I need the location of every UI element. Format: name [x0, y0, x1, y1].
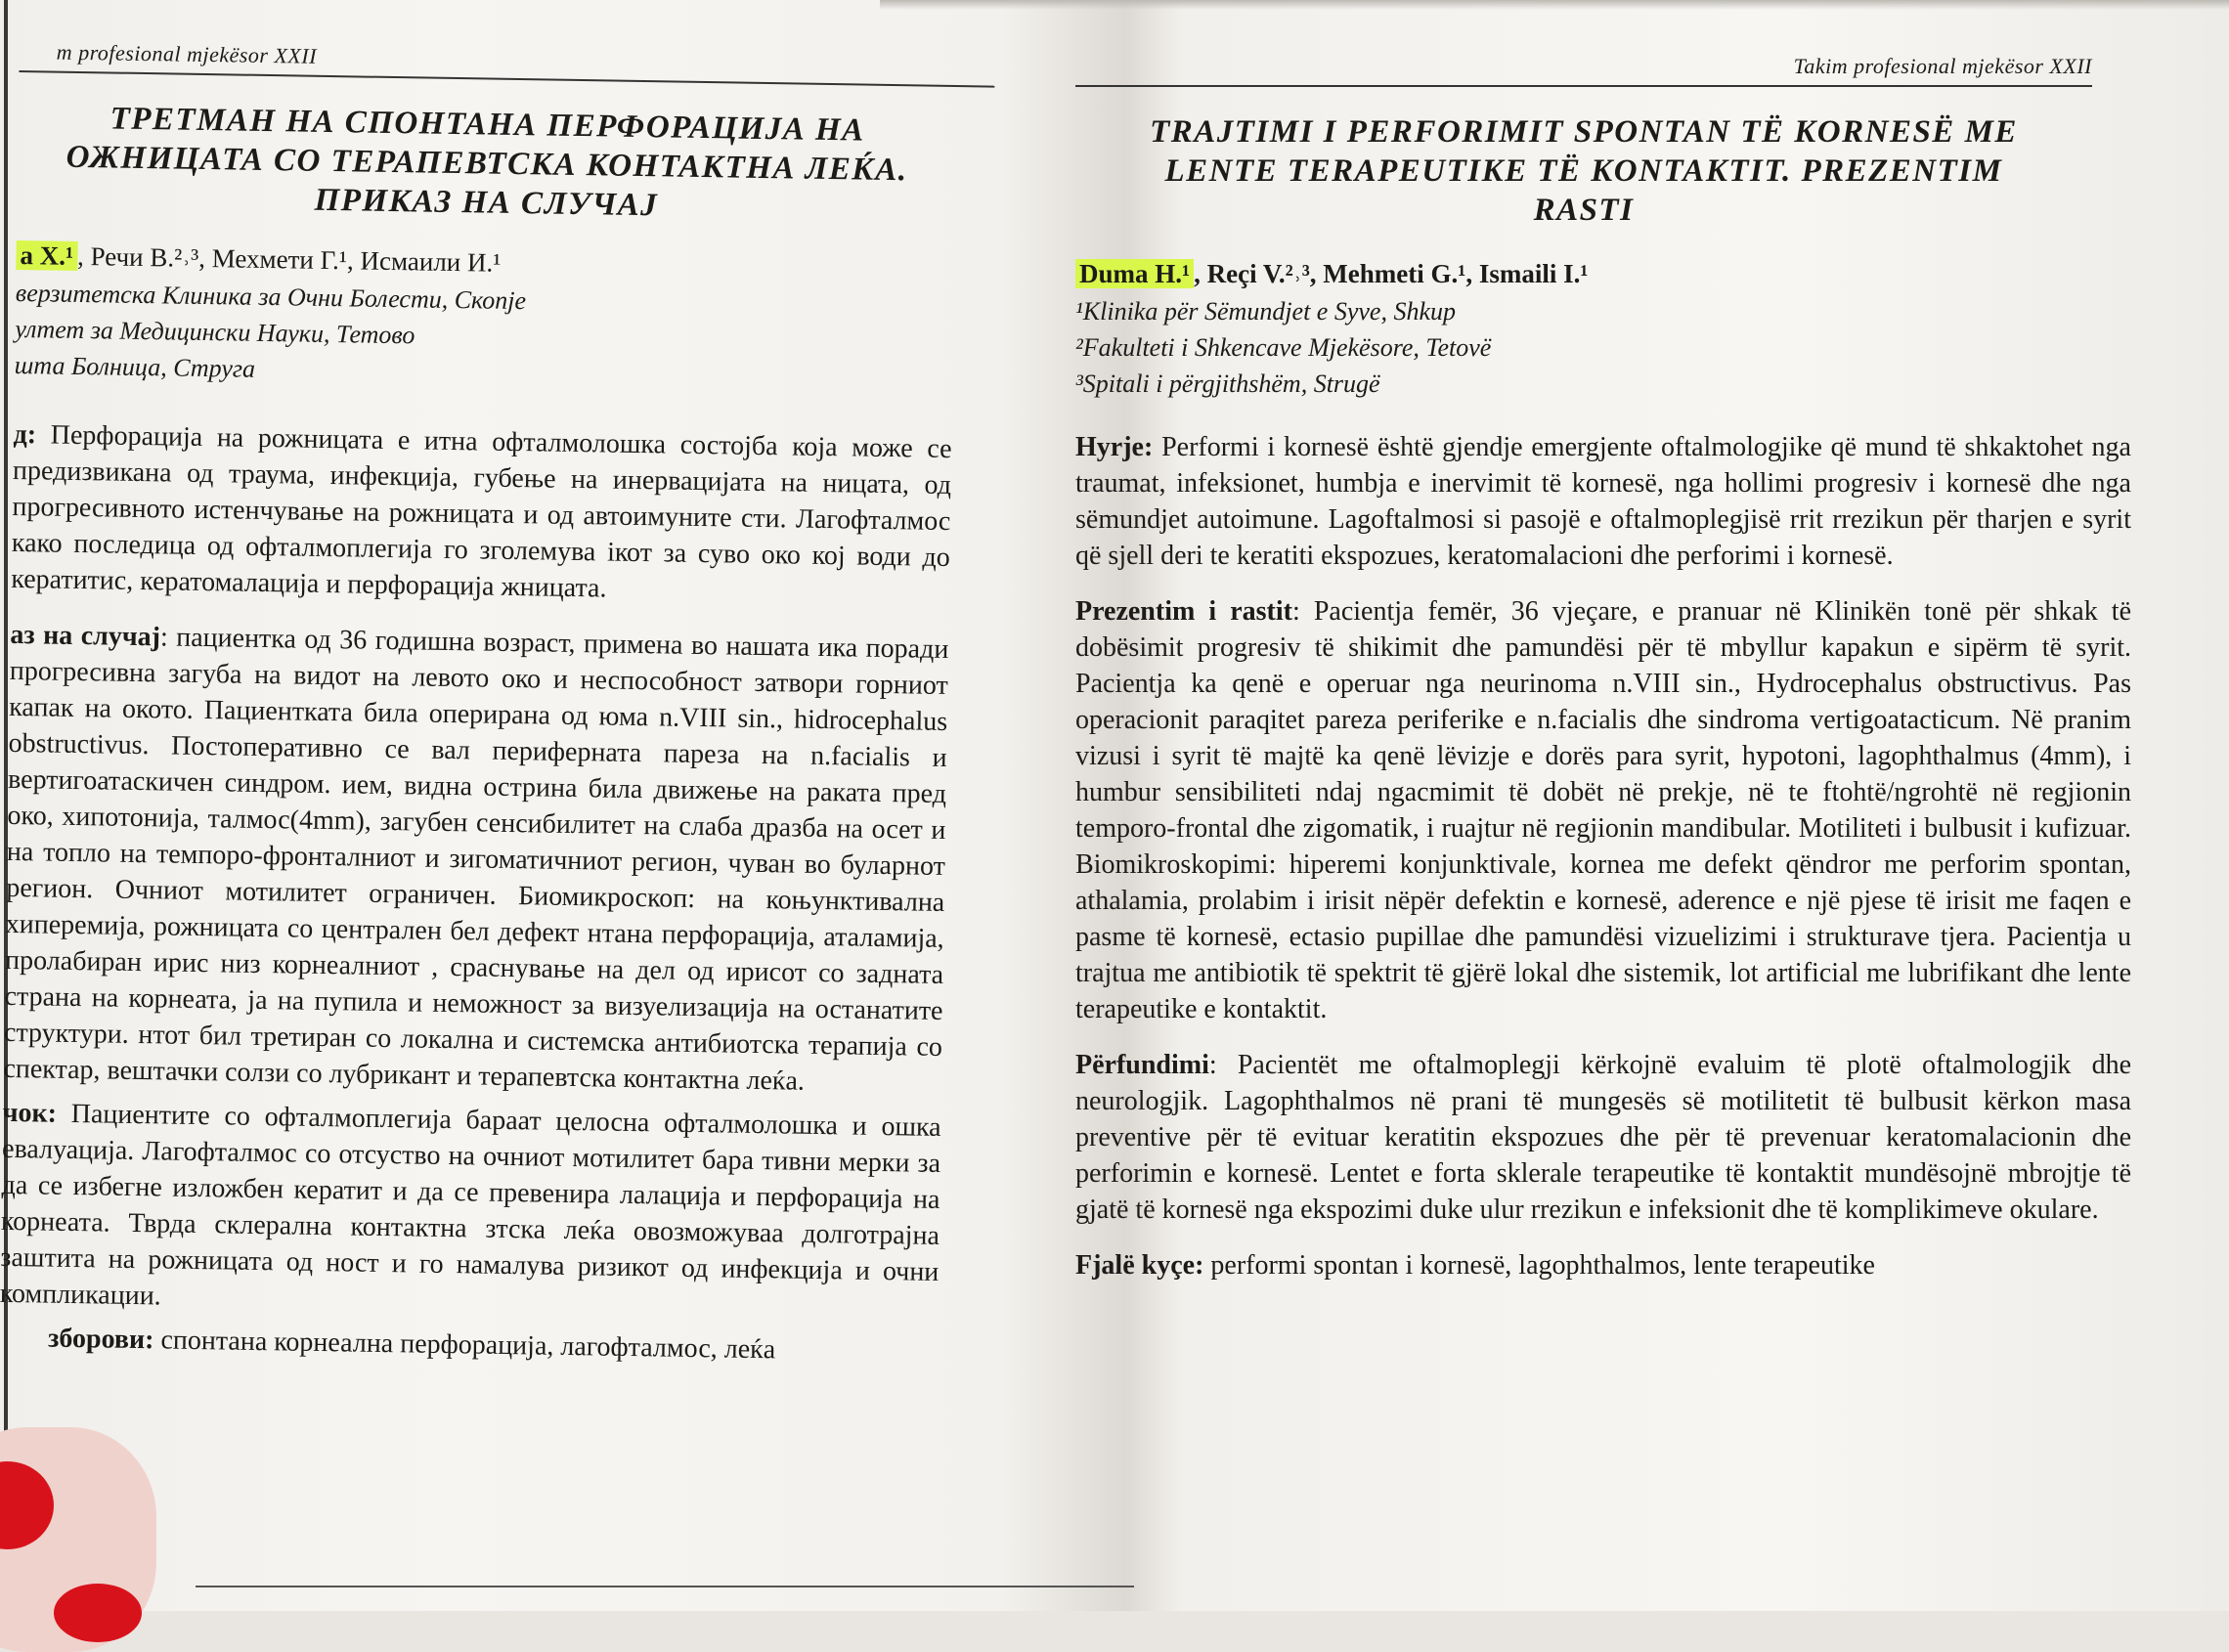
- introduction-paragraph: [11, 416, 952, 612]
- running-head: m profesional mjekësor XXII: [19, 39, 994, 88]
- keywords-text: спонтана корнеална перфорација, лагофталмос, леќа: [153, 1325, 776, 1366]
- first-author-highlighted: а Х.¹: [16, 240, 77, 271]
- conclusion-text: Пациентите со офталмоплегија бараат целосна офталмолошка и ошка евалуација. Лагофталмос со отсуство на очниот мотилитет бара тивни мерки за да се избегне изложбен кератит и да се превенира лалација и перфорација на корнеата. Тврда склерална контактна зтска леќа овозможуваа долготрајна заштита на рожницата од ност и го намалува ризикот од инфекција и очни компликации.: [0, 1098, 941, 1312]
- introduction-heading: Hyrje:: [1075, 432, 1154, 462]
- bottom-rule: [196, 1586, 1134, 1587]
- left-page: [0, 39, 1007, 1599]
- article-title: [17, 98, 957, 230]
- title-line: ПРИКАЗ НА СЛУЧАЈ: [314, 182, 659, 224]
- case-paragraph: [3, 617, 948, 1102]
- affiliation: верзитетска Клиника за Очни Болести, Скопје: [15, 278, 527, 316]
- title-line: TRAJTIMI I PERFORIMIT SPONTAN TË KORNESË ME: [1150, 114, 2018, 150]
- keywords-heading: зборови:: [47, 1323, 154, 1356]
- introduction-text: Performi i kornesë është gjendje emergjente oftalmologjike që mund të shkaktohet nga traumat, infeksionet, humbja e inervimit të kornesë, nga hollimi progresiv i kornesë dhe nga sëmundjet autoimune. Lagoftalmosi si pasojë e oftalmoplegjisë rrit rrezikun për tharjen e syrit që sjell deri te keratiti ekspozues, keratomalacioni dhe perforimi i kornesë.: [1075, 432, 2131, 571]
- first-author-highlighted: Duma H.¹: [1075, 259, 1194, 288]
- article-title: [1075, 112, 2092, 230]
- affiliation: ултет за Медицински Науки, Тетово: [15, 314, 415, 350]
- affiliation: ³Spitali i përgjithshëm, Strugë: [1075, 370, 1380, 398]
- affiliations: [14, 275, 954, 398]
- title-line: ОЖНИЦАТА СО ТЕРАПЕВТСКА КОНТАКТНА ЛЕЌА.: [66, 139, 908, 189]
- conclusion-text: : Pacientët me oftalmoplegji kërkojnë evaluim të plotë oftalmologjik dhe neurologjik. Lagophthalmos në prani të mungesës së motilitetit të bulbusit kërkon masa preventive për të evituar keratitin ekspozues dhe për të prevenuar keratomalacionin dhe perforimin e kornesë. Lentet e forta sklerale terapeutike të kontaktit mundësojnë mbrojtje të gjatë të kornesë nga ekspozimi duke ulur rrezikun e infeksionit dhe të komplikimeve okulare.: [1075, 1050, 2131, 1225]
- conclusion-paragraph: [0, 1095, 941, 1326]
- affiliations: [1075, 293, 2151, 402]
- case-heading: Prezentim i rastit: [1075, 596, 1292, 627]
- case-heading: аз на случај: [10, 619, 161, 653]
- keywords-paragraph: [1075, 1247, 2131, 1283]
- conclusion-heading: Përfundimi: [1075, 1050, 1209, 1080]
- co-authors: , Речи В.²˒³, Мехмети Г.¹, Исмаили И.¹: [76, 240, 502, 278]
- keywords-text: performi spontan i kornesë, lagophthalmos, lente terapeutike: [1203, 1250, 1875, 1281]
- case-text: : пациентка од 36 годишна возраст, примена во нашата ика поради прогресивна загуба на видот на левото око и неспособност затвори горниот капак на окото. Пациентката била оперирана од юма n.VIII sin., hidrocephalus obstructivus. Постоперативно се вал периферната пареза на n.facialis и вертигоатаскичен синдром. ием, видна острина била движење на раката пред око, хипотонија, талмос(4mm), загубен сенсибилитет на слаба дразба на осет и на топло на темпоро-фронталниот и зигоматичниот регион, чуван во буларнот регион. Очниот мотилитет ограничен. Биомикроскоп: на коњунктивална хиперемија, рожницата со централен бел дефект нтана перфорација, аталамија, пролабиран ирис низ корнеалниот , сраснување на дел од ирисот со задната страна на корнеата, ја на пупила и неможност за визуелизација на останатите структури. нтот бил третиран со локална и системска антибиотска терапија со спектар, вештачки солзи со лубрикант и терапевтска контактна леќа.: [3, 622, 949, 1097]
- introduction-paragraph: [1075, 429, 2131, 574]
- keywords-paragraph: [0, 1320, 938, 1370]
- keywords-heading: Fjalë kyçe:: [1075, 1250, 1204, 1281]
- page-top-shadow: [880, 0, 2229, 10]
- affiliation: ¹Klinika për Sëmundjet e Syve, Shkup: [1075, 297, 1457, 326]
- fingernail: [54, 1584, 142, 1642]
- affiliation: шта Болница, Струга: [14, 350, 256, 383]
- title-line: ТРЕТМАН НА СПОНТАНА ПЕРФОРАЦИЈА НА: [109, 101, 865, 149]
- co-authors: , Reçi V.²˒³, Mehmeti G.¹, Ismaili I.¹: [1194, 259, 1589, 288]
- right-page: [1075, 54, 2151, 1500]
- introduction-heading: д:: [13, 418, 37, 451]
- conclusion-paragraph: [1075, 1047, 2131, 1228]
- conclusion-heading: чок:: [2, 1097, 58, 1129]
- authors: [1075, 259, 2151, 289]
- case-text: : Pacientja femër, 36 vjeçare, e pranuar në Klinikën tonë për shkak të dobësimit progresiv të shikimit dhe pamundësi për të mbyllur kapakun e sipërm të syrit. Pacientja ka qenë e operuar nga neurinoma n.VIII sin., Hydrocephalus obstructivus. Pas operacionit paraqitet pareza periferike e n.facialis dhe sindroma vertigoatacticum. Në pranim vizusi i syrit të majtë ka qenë lëvizje e dorës para syrit, hypotoni, lagophthalmus (4mm), i humbur sensibiliteti ndaj ngacmimit të dobët në prekje, në te ftohtë/ngrohtë në regjionin temporo-frontal dhe zigomatik, i ruajtur në regjionin mandibular. Motiliteti i bulbusit i kufizuar. Biomikroskopimi: hiperemi konjunktivale, kornea me defekt qëndror me perforim spontan, athalamia, prolabim i irisit nëpër defektin e kornesë, aderence e një pjese të irisit me faqen e pasme të kornesë, ectasio pupillae dhe pamundësi vizuelizimi i strukturave tjera. Pacientja u trajtua me antibiotik të spektrit të gjërë lokal dhe sistemik, lot artificial me lubrifikant dhe lente terapeutike e kontaktit.: [1075, 596, 2132, 1024]
- title-line: LENTE TERAPEUTIKE TË KONTAKTIT. PREZENTIM: [1164, 153, 2003, 189]
- affiliation: ²Fakulteti i Shkencave Mjekësore, Tetovë: [1075, 333, 1492, 362]
- title-line: RASTI: [1533, 193, 1635, 228]
- introduction-text: Перфорација на рожницата е итна офталмолошка состојба која може се предизвикана од траума, инфекција, губење на инервацијата на ницата, од прогресивното истенчување на рожницата и од автоимуните сти. Лагофталмос како последица од офталмоплегија го зголемува ікот за суво око кој води до кератитис, кератомалација и перфорација жницата.: [11, 419, 952, 604]
- running-head: Takim profesional mjekësor XXII: [1075, 54, 2092, 87]
- case-paragraph: [1075, 593, 2131, 1027]
